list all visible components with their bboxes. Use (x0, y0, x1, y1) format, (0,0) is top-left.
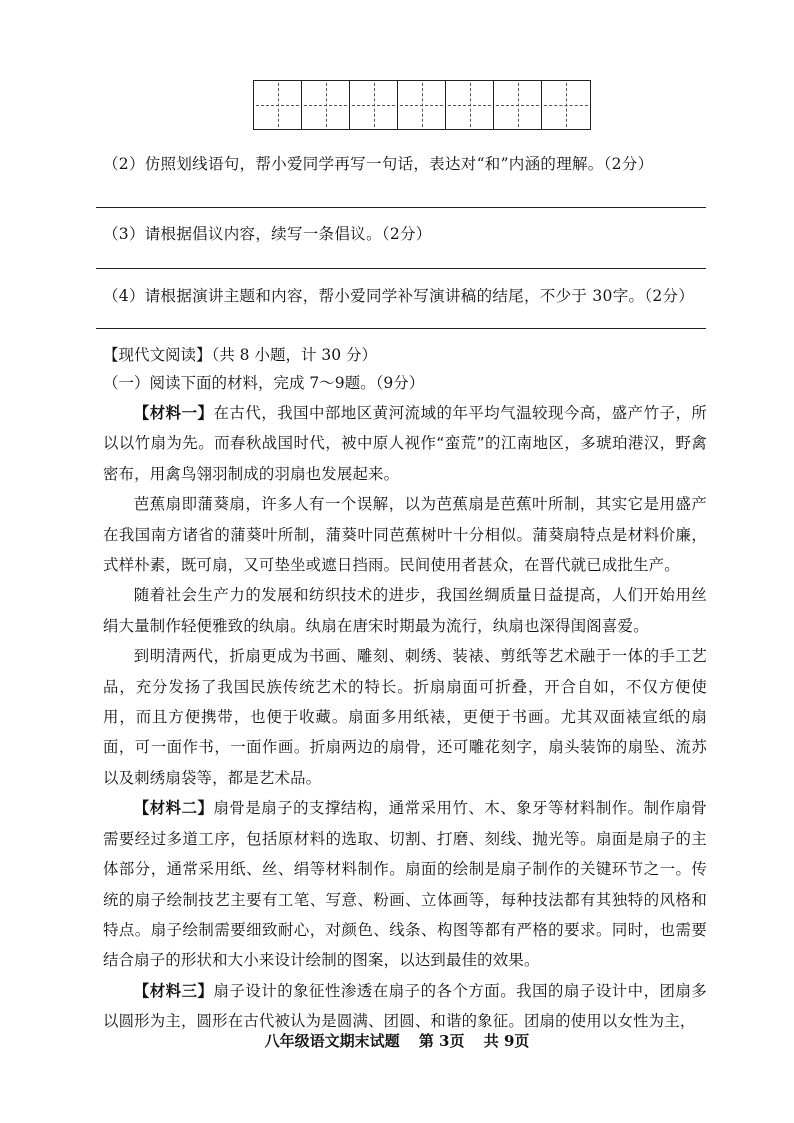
grid-cell[interactable] (494, 81, 542, 129)
material-1-paragraph: 芭蕉扇即蒲葵扇，许多人有一个误解，以为芭蕉扇是芭蕉叶所制，其实它是用盛产在我国南方诸省的蒲葵叶所制，蒲葵叶同芭蕉树叶十分相似。蒲葵扇特点是材料价廉，式样朴素，既可扇，又可垫坐或遮日挡雨。民间使用者甚众，在晋代就已成批生产。 (103, 495, 707, 575)
page-footer (0, 1030, 794, 1051)
question-3: （3）请根据倡议内容，续写一条倡议。（2分） (103, 225, 432, 243)
grid-cell[interactable] (398, 81, 446, 129)
material-1-tag: 【材料一】 (133, 404, 214, 422)
material-1-paragraph: 随着社会生产力的发展和纺织技术的进步，我国丝绸质量日益提高，人们开始用丝绢大量制作轻便雅致的纨扇。纨扇在唐宋时期最为流行，纨扇也深得闺阁喜爱。 (103, 586, 707, 635)
material-1-paragraph: 到明清两代，折扇更成为书画、雕刻、刺绣、装裱、剪纸等艺术融于一体的手工艺品，充分发扬了我国民族传统艺术的特长。折扇扇面可折叠，开合自如，不仅方便使用，而且方便携带，也便于收藏。扇面多用纸裱，更便于书画。尤其双面裱宣纸的扇面，可一面作书，一面作画。折扇两边的扇骨，还可雕花刻字，扇头装饰的扇坠、流苏以及刺绣扇袋等，都是艺术品。 (103, 647, 707, 787)
footer-page: 第 3页 (418, 1032, 465, 1050)
material-3-paragraph: 【材料三】扇子设计的象征性渗透在扇子的各个方面。我国的扇子设计中，团扇多以圆形为主，圆形在古代被认为是圆满、团圆、和谐的象征。团扇的使用以女性为主， (103, 981, 707, 1031)
footer-total: 共 9页 (483, 1032, 530, 1050)
material-2-paragraph: 【材料二】扇骨是扇子的支撑结构，通常采用竹、木、象牙等材料制作。制作扇骨需要经过多道工序，包括原材料的选取、切割、打磨、刻线、抛光等。扇面是扇子的主体部分，通常采用纸、丝、绢等材料制作。扇面的绘制是扇子制作的关键环节之一。传统的扇子绘制技艺主要有工笔、写意、粉画、立体画等，每种技法都有其独特的风格和特点。扇子绘制需要细致耐心，对颜色、线条、构图等都有严格的要求。同时，也需要结合扇子的形状和大小来设计绘制的图案，以达到最佳的效果。 (103, 799, 707, 970)
answer-line-2[interactable] (96, 207, 706, 208)
section-subheading: （一）阅读下面的材料，完成 7～9题。（9分） (103, 374, 425, 392)
material-1-paragraph: 【材料一】在古代，我国中部地区黄河流域的年平均气温较现今高，盛产竹子，所以以竹扇为先。而春秋战国时代，被中原人视作“蛮荒”的江南地区，多琥珀港汉，野禽密布，用禽鸟翎羽制成的羽扇也发展起来。 (103, 404, 707, 483)
grid-cell[interactable] (350, 81, 398, 129)
grid-cell[interactable] (446, 81, 494, 129)
grid-cell[interactable] (254, 81, 302, 129)
question-2: （2）仿照划线语句，帮小爱同学再写一句话，表达对“和”内涵的理解。（2分） (103, 155, 654, 173)
section-heading: 【现代文阅读】（共 8 小题，计 30 分） (103, 346, 378, 364)
footer-title: 八年级语文期末试题 (264, 1032, 400, 1050)
grid-cell[interactable] (542, 81, 590, 129)
answer-grid[interactable] (253, 80, 591, 130)
material-2-tag: 【材料二】 (133, 799, 214, 818)
material-3-tag: 【材料三】 (133, 981, 214, 1000)
answer-line-3[interactable] (96, 268, 706, 269)
grid-cell[interactable] (302, 81, 350, 129)
question-4: （4）请根据演讲主题和内容，帮小爱同学补写演讲稿的结尾，不少于 30字。（2分） (103, 287, 695, 305)
answer-line-4[interactable] (96, 328, 706, 329)
reading-material (103, 398, 707, 1037)
